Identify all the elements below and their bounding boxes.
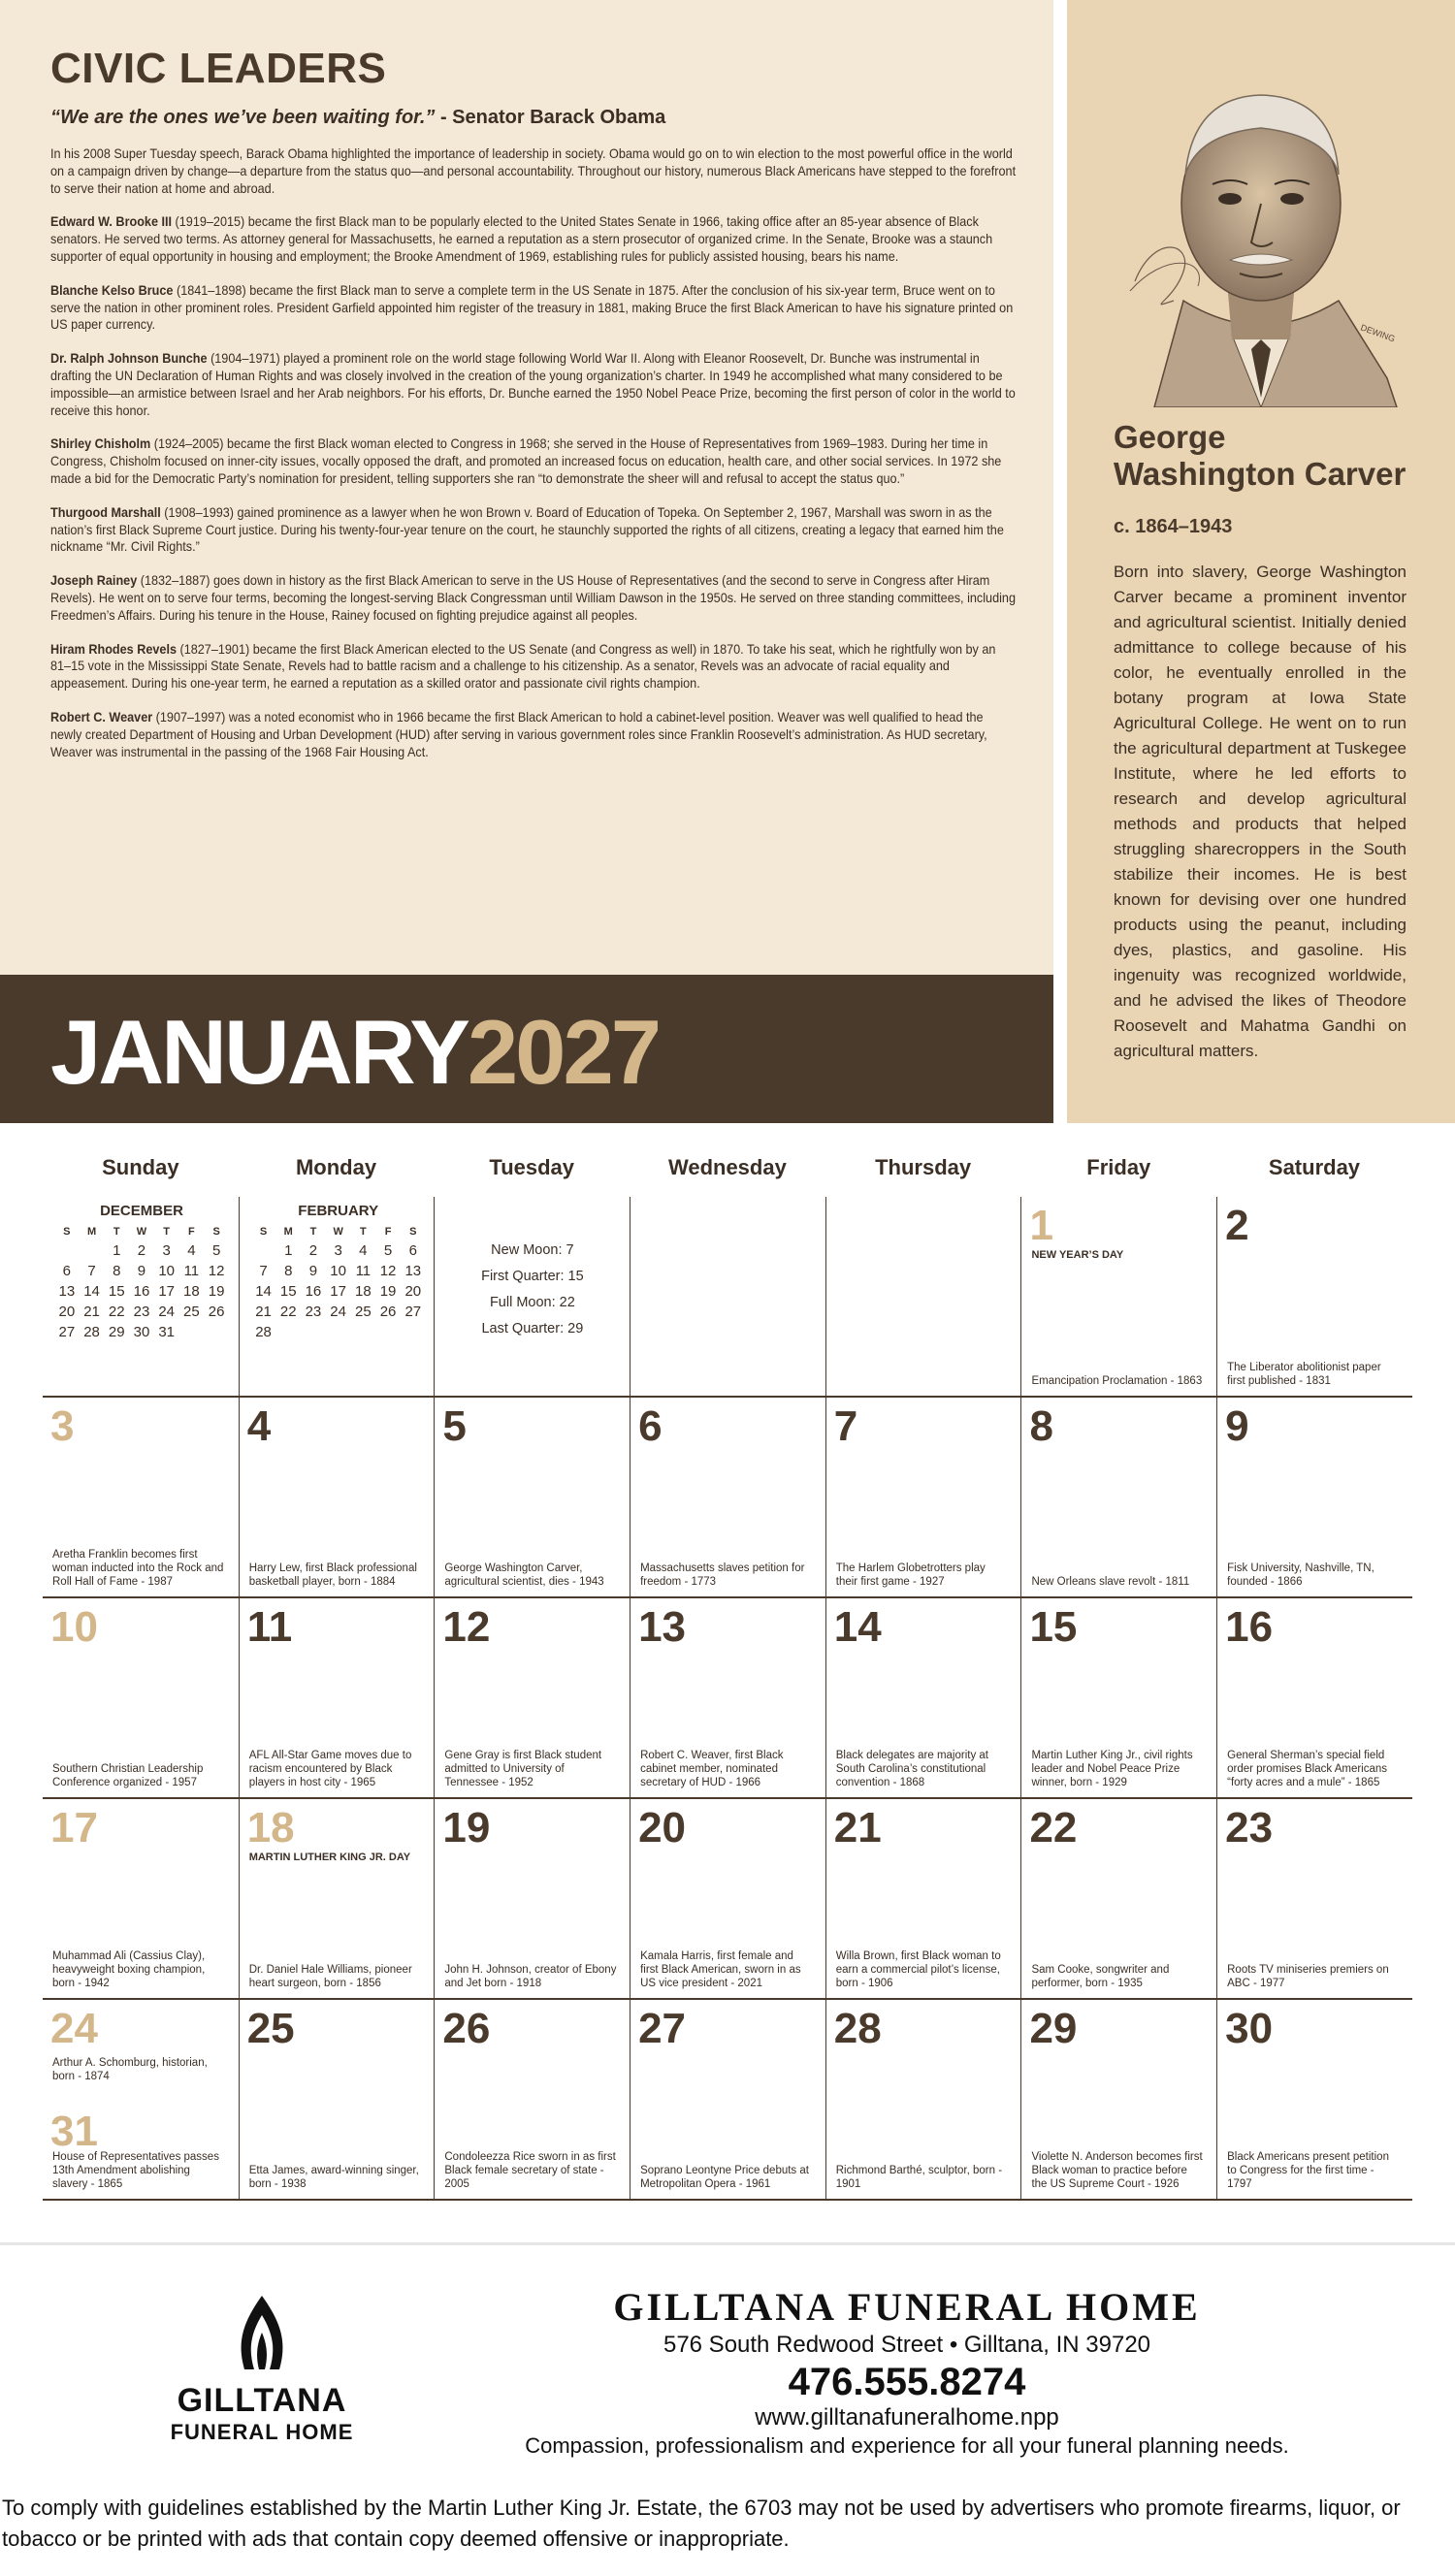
day-number: 25 (246, 2005, 295, 2052)
day-event: George Washington Carver, agricultural scientist, dies - 1943 (444, 1562, 604, 1588)
weekday-label: Monday (295, 1155, 377, 1179)
mini-day (251, 1240, 276, 1261)
mini-day: 18 (355, 1283, 372, 1300)
day-number: 27 (638, 2005, 687, 2052)
mini-day: 9 (137, 1263, 146, 1279)
calendar-day-cell (1020, 1398, 1216, 1596)
calendar-empty-cell (43, 1197, 239, 1396)
day-event: Black delegates are majority at South Carolina’s constitutional convention - 1868 (835, 1750, 988, 1788)
calendar-week-row (43, 1799, 1412, 2000)
featured-name: George Washington Carver (1114, 419, 1406, 492)
mini-day: 11 (355, 1263, 372, 1279)
business-address: 576 South Redwood Street • Gilltana, IN 39720 (663, 2332, 1151, 2358)
mini-day: 26 (208, 1304, 225, 1320)
featured-bio-text: Born into slavery, George Washington Carver became a prominent inventor and agricultural scientist. Initially denied admittance to college because of his color, he eventually enrolled in the botany program at Iowa State Agricultural College. He went on to run the agricultural department at Tuskegee Institute, where he led efforts to research and develop agricultural methods and products that helped struggling sharecroppers in the South stabilize their incomes. He is best known for devising over one hundred products using the peanut, including dyes, plastics, and gasoline. His ingenuity was recognized worldwide, and he advised the likes of Theodore Roosevelt and Mahatma Gandhi on agricultural matters. (1114, 563, 1406, 1060)
day-number: 13 (638, 1603, 687, 1651)
calendar-day-cell (825, 1398, 1021, 1596)
mini-calendar-grid (251, 1223, 426, 1342)
mini-day (204, 1322, 229, 1342)
mini-day: 2 (137, 1242, 146, 1259)
day-event: Emancipation Proclamation - 1863 (1031, 1375, 1203, 1387)
mini-day: 10 (158, 1263, 175, 1279)
bio-name: Hiram Rhodes Revels (50, 641, 177, 657)
article-title: CIVIC LEADERS (50, 45, 387, 92)
mini-day (326, 1322, 351, 1342)
day-event: Roots TV miniseries premiers on ABC - 1977 (1227, 1964, 1389, 1989)
article-quote (50, 107, 1011, 129)
mini-day: 15 (279, 1283, 297, 1300)
day-event: Harry Lew, first Black professional basketball player, born - 1884 (248, 1562, 417, 1588)
bio-name: Robert C. Weaver (50, 709, 153, 724)
weekday-header-row (43, 1144, 1412, 1197)
day-event: Etta James, award-winning singer, born - 1938 (248, 2165, 419, 2190)
month-name: JANUARY (50, 1001, 468, 1103)
calendar-day-cell (1020, 1799, 1216, 1998)
mini-day: 28 (255, 1324, 272, 1340)
mini-day (275, 1322, 301, 1342)
mini-weekday: M (86, 1226, 97, 1238)
calendar-empty-cell (825, 1197, 1021, 1396)
month-title (50, 1001, 660, 1103)
mini-day: 21 (255, 1304, 272, 1320)
mini-day: 4 (187, 1242, 196, 1259)
mini-day: 23 (305, 1304, 322, 1320)
moon-phases (435, 1238, 630, 1342)
day-event: Aretha Franklin becomes first woman inducted into the Rock and Roll Hall of Fame - 1987 (52, 1549, 224, 1588)
day-number: 23 (1225, 1804, 1274, 1852)
day-number: 28 (833, 2005, 882, 2052)
moon-phase-item: First Quarter: 15 (481, 1269, 584, 1284)
mini-day: 15 (108, 1283, 125, 1300)
day-number: 9 (1225, 1402, 1249, 1450)
day-event: Massachusetts slaves petition for freedom - 1773 (640, 1562, 805, 1588)
calendar-weeks (43, 1197, 1412, 2201)
calendar-day-cell (1216, 1398, 1412, 1596)
calendar-week-row (43, 2000, 1412, 2201)
bio-text: (1832–1887) goes down in history as the first Black American to serve in the US House of Representatives (and the second to serve in Congress after Hiram Revels). He went on to serve four terms, becoming the longest-serving Black Congressman until William Dawson in the 1950s. He served on three standing committees, including Freedmen’s Affairs. During his tenure in the House, Rainey focused on fighting prejudice against all peoples. (50, 573, 1016, 623)
day-event: House of Representatives passes 13th Amendment abolishing slavery - 1865 (52, 2151, 219, 2190)
mini-weekday: S (63, 1226, 71, 1238)
civic-leaders-article (50, 45, 1017, 760)
day-event: Richmond Barthé, sculptor, born - 1901 (835, 2165, 1003, 2190)
bio-name: Joseph Rainey (50, 573, 138, 589)
mini-calendar-grid (54, 1223, 229, 1342)
day-number: 3 (50, 1402, 75, 1450)
mini-weekday: W (136, 1226, 147, 1238)
mini-day: 23 (133, 1304, 150, 1320)
day-event: Southern Christian Leadership Conference organized - 1957 (52, 1763, 204, 1788)
bio-name: Thurgood Marshall (50, 504, 161, 520)
bio-text: (1904–1971) played a prominent role on the world stage following World War II. Along with Eleanor Roosevelt, Dr. Bunche was instrumental in drafting the UN Declaration of Human Rights and was closely involved in the creation of the young organization’s charter. In 1949 he accomplished what many considered to be impossible—an armistice between Israel and her Arab neighbors. For his efforts, Dr. Bunche earned the 1950 Nobel Peace Prize, becoming the first person of color in the world to receive this honor. (50, 351, 1016, 418)
bio-name: Edward W. Brooke III (50, 214, 173, 230)
mini-day (80, 1240, 105, 1261)
mini-day: 2 (308, 1242, 318, 1259)
day-number: 15 (1029, 1603, 1078, 1651)
day-event: Gene Gray is first Black student admitted to University of Tennessee - 1952 (444, 1750, 602, 1788)
calendar-week-row (43, 1398, 1412, 1598)
calendar-day-cell (239, 2000, 435, 2199)
weekday-label: Friday (1086, 1155, 1151, 1179)
mini-day: 21 (83, 1304, 100, 1320)
mini-day: 5 (383, 1242, 393, 1259)
mini-day: 20 (58, 1304, 76, 1320)
bio-paragraph (50, 641, 1016, 692)
day-number: 21 (833, 1804, 882, 1852)
mini-day (351, 1322, 376, 1342)
day-event: Kamala Harris, first female and first Black American, sworn in as US vice president - 2021 (640, 1950, 801, 1989)
day-number: 20 (638, 1804, 687, 1852)
advertiser-logo (146, 2294, 378, 2445)
day-event: The Liberator abolitionist paper first published - 1831 (1227, 1362, 1381, 1387)
day-event: Soprano Leontyne Price debuts at Metropolitan Opera - 1961 (640, 2165, 809, 2190)
day-number: 26 (442, 2005, 491, 2052)
calendar-day-cell (1216, 1799, 1412, 1998)
day-number: 19 (442, 1804, 491, 1852)
mini-day: 7 (259, 1263, 268, 1279)
mini-day: 13 (404, 1263, 422, 1279)
mini-day (301, 1322, 326, 1342)
calendar-empty-cell (630, 1197, 825, 1396)
weekday-label: Tuesday (489, 1155, 575, 1179)
bio-text: (1827–1901) became the first Black American elected to the US Senate (and Congress as well) in 1870. To take his seat, which he rightfully won by an 81–15 vote in the Mississippi State Senate, Revels had to battle racism and a challenge to his citizenship. As a senator, Revels was an advocate of racial equality and appeasement. During his one-year term, he earned a reputation as a skilled orator and passionate civil rights champion. (50, 641, 996, 692)
calendar-day-cell (825, 2000, 1021, 2199)
mini-day (375, 1322, 401, 1342)
day-number: 4 (246, 1402, 272, 1450)
quote-attribution: - Senator Barack Obama (435, 107, 666, 128)
mini-weekday: F (384, 1226, 392, 1238)
mini-day: 6 (408, 1242, 417, 1259)
calendar-day-cell (1020, 1197, 1216, 1396)
bio-list (50, 213, 1016, 760)
mini-day: 18 (183, 1283, 200, 1300)
bio-name: Blanche Kelso Bruce (50, 282, 174, 298)
bio-text: (1841–1898) became the first Black man to serve a complete term in the US Senate in 1875. After the conclusion of his six-year term, Bruce went on to serve the nation in other prominent roles. President Garfield appointed him register of the treasury in 1881, making Bruce the first Black American to have his signature printed on US paper currency. (50, 282, 1014, 333)
holiday-label: MARTIN LUTHER KING JR. DAY (248, 1852, 411, 1863)
bio-name: Dr. Ralph Johnson Bunche (50, 351, 208, 367)
day-number: 22 (1029, 1804, 1078, 1852)
mini-day: 16 (133, 1283, 150, 1300)
portrait-signature: DEWING (1359, 322, 1397, 344)
flame-icon (233, 2294, 291, 2371)
advertiser-info (456, 2284, 1358, 2459)
advertiser-footer (0, 2242, 1455, 2479)
mini-day: 7 (87, 1263, 96, 1279)
mini-day: 25 (355, 1304, 372, 1320)
bio-paragraph (50, 709, 1016, 760)
calendar-day-cell (239, 1799, 435, 1998)
mini-day: 22 (108, 1304, 125, 1320)
mini-day (54, 1240, 80, 1261)
mini-day: 25 (183, 1304, 200, 1320)
mini-day: 19 (379, 1283, 397, 1300)
mini-day: 19 (208, 1283, 225, 1300)
mini-day: 29 (108, 1324, 125, 1340)
calendar-week-row (43, 1598, 1412, 1799)
mini-weekday: S (212, 1226, 220, 1238)
calendar-day-cell (434, 1799, 630, 1998)
bio-text: (1908–1993) gained prominence as a lawyer when he won Brown v. Board of Education of Topeka. On September 2, 1967, Marshall was sworn in as the nation’s first Black Supreme Court justice. During his twenty-four-year tenure on the court, he staunchly supported the rights of all citizens, creating a legacy that earned him the nickname “Mr. Civil Rights.” (50, 504, 1004, 555)
mini-day: 8 (284, 1263, 293, 1279)
mini-calendar-title: FEBRUARY (298, 1203, 379, 1219)
day-number: 29 (1029, 2005, 1078, 2052)
bio-text: (1907–1997) was a noted economist who in 1966 became the first Black American to hold a cabinet-level position. Weaver was well qualified to head the newly created Department of Housing and Urban Development (HUD) after serving in various government roles since Franklin Roosevelt’s administration. As HUD secretary, Weaver was instrumental in the passing of the 1968 Fair Housing Act. (50, 709, 987, 759)
calendar-day-cell (825, 1799, 1021, 1998)
mini-day (401, 1322, 426, 1342)
mini-day: 17 (158, 1283, 175, 1300)
day-number: 30 (1225, 2005, 1274, 2052)
day-event: John H. Johnson, creator of Ebony and Jet born - 1918 (444, 1964, 617, 1989)
day-number: 10 (50, 1603, 98, 1651)
bio-paragraph (50, 350, 1016, 419)
day-event: AFL All-Star Game moves due to racism encountered by Black players in host city - 1965 (248, 1750, 412, 1788)
mini-day: 28 (83, 1324, 100, 1340)
mini-day: 12 (379, 1263, 397, 1279)
day-event: Sam Cooke, songwriter and performer, born - 1935 (1031, 1964, 1170, 1989)
bio-name: Shirley Chisholm (50, 436, 151, 452)
weekday-label: Sunday (102, 1155, 179, 1179)
bio-text: (1924–2005) became the first Black woman elected to Congress in 1968; she served in the House of Representatives from 1969–1983. During her time in Congress, Chisholm focused on inner-city issues, vocally opposed the draft, and promoted an increased focus on education, health care, and other social services. In 1972 she made a bid for the Democratic Party’s nomination for president, telling supporters she ran “to demonstrate the sheer will and refusal to accept the status quo.” (50, 436, 1002, 486)
mini-day: 1 (284, 1242, 293, 1259)
calendar-day-cell (239, 1398, 435, 1596)
mini-day: 20 (404, 1283, 422, 1300)
bio-paragraph (50, 504, 1016, 556)
day-number: 2 (1225, 1202, 1249, 1249)
weekday-label: Saturday (1268, 1155, 1361, 1179)
calendar-day-cell (1216, 2000, 1412, 2199)
day-number: 1 (1029, 1202, 1053, 1249)
day-event: Martin Luther King Jr., civil rights leader and Nobel Peace Prize winner, born - 1929 (1031, 1750, 1193, 1788)
day-number: 6 (638, 1402, 663, 1450)
mini-day: 3 (162, 1242, 171, 1259)
mini-day: 27 (404, 1304, 422, 1320)
mini-weekday: W (333, 1226, 343, 1238)
business-tagline: Compassion, professionalism and experience for all your funeral planning needs. (525, 2433, 1289, 2458)
calendar-empty-cell (239, 1197, 435, 1396)
mini-day: 11 (183, 1263, 200, 1279)
day-event: Robert C. Weaver, first Black cabinet member, nominated secretary of HUD - 1966 (640, 1750, 784, 1788)
featured-bio (1114, 419, 1406, 1064)
mini-weekday: S (259, 1226, 268, 1238)
calendar-day-cell (239, 1598, 435, 1797)
calendar-day-cell (1020, 1598, 1216, 1797)
mini-day: 31 (158, 1324, 175, 1340)
mini-day: 14 (255, 1283, 272, 1300)
day-event: Dr. Daniel Hale Williams, pioneer heart surgeon, born - 1856 (248, 1964, 412, 1989)
mini-day: 27 (58, 1324, 76, 1340)
business-name: GILLTANA FUNERAL HOME (613, 2285, 1201, 2329)
moon-phase-item: New Moon: 7 (491, 1242, 574, 1258)
weekday-label: Thursday (875, 1155, 972, 1179)
day-event: Violette N. Anderson becomes first Black woman to practice before the US Supreme Court - 1926 (1031, 2151, 1203, 2190)
day-number: 17 (50, 1804, 98, 1852)
day-event: Arthur A. Schomburg, historian, born - 1874 (52, 2057, 208, 2082)
mini-calendar-title: DECEMBER (100, 1203, 183, 1219)
mini-day: 14 (83, 1283, 100, 1300)
mini-day: 17 (330, 1283, 346, 1300)
mini-weekday: T (309, 1226, 317, 1238)
day-number: 7 (833, 1402, 858, 1450)
mini-day: 26 (379, 1304, 397, 1320)
day-number: 18 (246, 1804, 295, 1852)
business-website: www.gilltanafuneralhome.npp (755, 2404, 1059, 2431)
day-event: Condoleezza Rice sworn in as first Black female secretary of state - 2005 (444, 2151, 616, 2190)
bio-paragraph (50, 572, 1016, 624)
day-event: Black Americans present petition to Congress for the first time - 1797 (1227, 2151, 1389, 2190)
mini-day: 24 (158, 1304, 175, 1320)
calendar-day-cell (1216, 1197, 1412, 1396)
day-number: 8 (1029, 1402, 1053, 1450)
mini-day: 8 (113, 1263, 121, 1279)
mini-weekday: S (409, 1226, 417, 1238)
mini-day: 30 (133, 1324, 150, 1340)
calendar-day-cell (43, 1398, 239, 1596)
mini-weekday: T (113, 1226, 120, 1238)
bio-paragraph (50, 435, 1016, 487)
day-event: General Sherman’s special field order promises Black Americans “forty acres and a mule” - 1865 (1227, 1750, 1388, 1788)
day-number: 31 (50, 2108, 98, 2155)
day-event: Muhammad Ali (Cassius Clay), heavyweight boxing champion, born - 1942 (52, 1950, 206, 1989)
logo-name: GILLTANA (177, 2382, 347, 2419)
day-event: The Harlem Globetrotters play their first game - 1927 (835, 1562, 986, 1588)
calendar-day-cell (1216, 1598, 1412, 1797)
quote-text: “We are the ones we’ve been waiting for.” (50, 107, 436, 128)
month-calendar (43, 1144, 1412, 2201)
holiday-label: NEW YEAR’S DAY (1031, 1249, 1124, 1261)
mini-weekday: M (283, 1226, 293, 1238)
mini-day: 9 (308, 1263, 318, 1279)
calendar-day-cell (434, 1398, 630, 1596)
mini-day: 6 (62, 1263, 72, 1279)
calendar-day-cell (43, 2000, 239, 2199)
mini-day: 16 (305, 1283, 322, 1300)
day-event: New Orleans slave revolt - 1811 (1031, 1576, 1190, 1588)
calendar-empty-cell (434, 1197, 630, 1396)
mini-calendar-previous (54, 1203, 229, 1342)
day-number: 16 (1225, 1603, 1274, 1651)
article-intro: In his 2008 Super Tuesday speech, Barack Obama highlighted the importance of leadership in society. Obama would go on to win election to the most powerful office in the world on a campaign driven by change—a departure from the status quo—and personal accountability. Throughout our history, numerous Black Americans have stepped to the forefront to serve their nation at home and abroad. (50, 146, 1017, 196)
mini-day: 22 (279, 1304, 297, 1320)
calendar-day-cell (43, 1799, 239, 1998)
weekday-label: Wednesday (667, 1155, 787, 1179)
bio-paragraph (50, 213, 1016, 265)
moon-phase-item: Last Quarter: 29 (481, 1321, 584, 1336)
business-phone: 476.555.8274 (788, 2361, 1026, 2403)
calendar-day-cell (630, 1398, 825, 1596)
mini-day: 4 (359, 1242, 368, 1259)
calendar-day-cell (630, 1799, 825, 1998)
mini-day (179, 1322, 205, 1342)
mini-day: 24 (330, 1304, 346, 1320)
logo-subtitle: FUNERAL HOME (170, 2420, 354, 2444)
bio-paragraph (50, 282, 1016, 334)
calendar-day-cell (1020, 2000, 1216, 2199)
mini-calendar-next (251, 1203, 426, 1342)
moon-phase-item: Full Moon: 22 (489, 1295, 575, 1310)
calendar-day-cell (825, 1598, 1021, 1797)
month-banner (0, 975, 1053, 1123)
bio-text: (1919–2015) became the first Black man to be popularly elected to the United States Senate in 1966, taking office after an 85-year absence of Black senators. He served two terms. As attorney general for Massachusetts, he earned a reputation as a stern prosecutor of organized crime. In the Senate, Brooke was a staunch supporter of equal opportunity in housing and employment; the Brooke Amendment of 1969, establishing rules for publicly assisted housing, bears his name. (50, 214, 993, 264)
calendar-day-cell (434, 2000, 630, 2199)
calendar-week-row (43, 1197, 1412, 1398)
mini-day: 13 (58, 1283, 76, 1300)
mini-day: 5 (211, 1242, 221, 1259)
calendar-day-cell (630, 1598, 825, 1797)
day-event: Fisk University, Nashville, TN, founded - 1866 (1227, 1562, 1374, 1588)
calendar-day-cell (43, 1598, 239, 1797)
day-number: 5 (442, 1402, 467, 1450)
mini-day: 10 (330, 1263, 346, 1279)
day-event: Willa Brown, first Black woman to earn a commercial pilot’s license, born - 1906 (835, 1950, 1001, 1989)
day-number: 11 (246, 1603, 293, 1651)
mini-day: 12 (208, 1263, 225, 1279)
featured-dates: c. 1864–1943 (1114, 516, 1233, 537)
day-number: 24 (50, 2005, 98, 2052)
mini-day: 1 (113, 1242, 121, 1259)
day-number: 12 (442, 1603, 491, 1651)
mini-weekday: T (359, 1226, 367, 1238)
mini-weekday: T (163, 1226, 171, 1238)
top-section (0, 0, 1455, 1123)
disclaimer-text: To comply with guidelines established by the Martin Luther King Jr. Estate, the 6703 may not be used by advertisers who promote firearms, liquor, or tobacco or be printed with ads that contain copy deemed offensive or inappropriate. (2, 2496, 1401, 2551)
mini-day: 3 (334, 1242, 342, 1259)
day-number: 14 (833, 1603, 882, 1651)
calendar-day-cell (630, 2000, 825, 2199)
mini-weekday: F (188, 1226, 195, 1238)
calendar-day-cell (434, 1598, 630, 1797)
month-year: 2027 (467, 1001, 660, 1103)
carver-portrait-image (1116, 58, 1406, 407)
